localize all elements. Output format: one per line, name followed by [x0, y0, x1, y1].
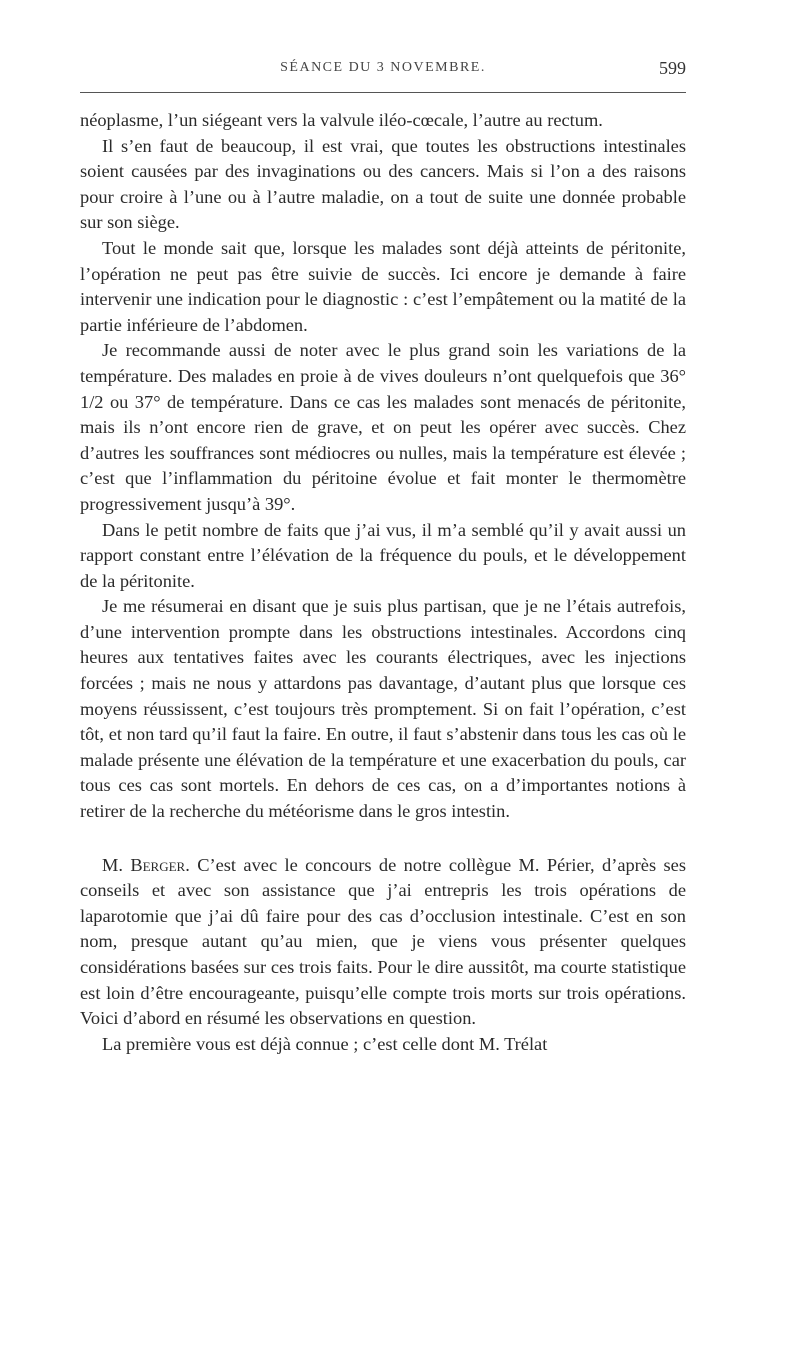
paragraph-temperature: Je recommande aussi de noter avec le plus grand soin les variations de la température. Des malades en proie à de vives douleurs n’ont quelquefois que 36° 1/2 ou 37° de température. Dans ce cas les malades sont menacés de péritonite, mais ils n’ont encore rien de grave, et on peut les opérer avec succès. Chez d’autres les souffrances sont médiocres ou nulles, mais la température est élevée ; c’est que l’inflammation du péritoine évolue et fait monter le thermomètre progressivement jusqu’à 39°.: [80, 340, 686, 514]
paragraph-obstructions: Il s’en faut de beaucoup, il est vrai, que toutes les obstructions intestinales soient causées par des invaginations ou des cancers. Mais si l’on a des raisons pour croire à l’une ou à l’autre maladie, on a tout de suite une donnée probable sur son siège.: [80, 135, 686, 233]
berger-text: . C’est avec le concours de notre collègue M. Périer, d’après ses conseils et avec son assistance que j’ai entrepris les trois opérations de laparotomie que j’ai dû faire pour des cas d’occlusion intestinale. C’est en son nom, presque autant qu’au mien, que je viens vous présenter quelques considérations basées sur ces trois faits. Pour le dire aussitôt, ma courte statistique est loin d’être encourageante, puisqu’elle compte trois morts sur trois opérations. Voici d’abord en résumé les observations en question.: [80, 854, 686, 1029]
running-title: SÉANCE DU 3 NOVEMBRE.: [280, 60, 486, 75]
paragraph-berger: [80, 853, 686, 1032]
section-gap: [80, 825, 686, 853]
paragraph-premiere: La première vous est déjà connue ; c’est celle dont M. Trélat: [102, 1033, 548, 1054]
paragraph-pouls: Dans le petit nombre de faits que j’ai vus, il m’a semblé qu’il y avait aussi un rapport constant entre l’élévation de la fréquence du pouls, et le développement de la péritonite.: [80, 519, 686, 591]
speaker-name: Berger: [130, 854, 186, 875]
speaker-prefix: M.: [102, 854, 131, 875]
header-rule: [80, 92, 686, 93]
paragraph-resume: Je me résumerai en disant que je suis plus partisan, que je ne l’étais autrefois, d’une intervention prompte dans les obstructions intestinales. Accordons cinq heures aux tentatives faites avec les courants électriques, avec les injections forcées ; mais ne nous y attardons pas davantage, d’autant plus que lorsque ces moyens réussissent, c’est toujours très promptement. Si on fait l’opération, c’est tôt, et non tard qu’il faut la faire. En outre, il faut s’abstenir dans tous les cas où le malade présente une élévation de la température et une exacerbation du pouls, car tous ces cas sont mortels. En dehors de ces cas, on a d’importantes notions à retirer de la recherche du météorisme dans le gros intestin.: [80, 596, 686, 822]
running-head: [80, 56, 686, 86]
page-number: 599: [659, 58, 686, 78]
page: [80, 56, 686, 1057]
paragraph-peritonite: Tout le monde sait que, lorsque les malades sont déjà atteints de péritonite, l’opération ne peut pas être suivie de succès. Ici encore je demande à faire intervenir une indication pour le diagnostic : c’est l’empâtement ou la matité de la partie inférieure de l’abdomen.: [80, 237, 686, 335]
body-text: [80, 108, 686, 1057]
paragraph-continuation: néoplasme, l’un siégeant vers la valvule iléo-cœcale, l’autre au rectum.: [80, 110, 603, 130]
